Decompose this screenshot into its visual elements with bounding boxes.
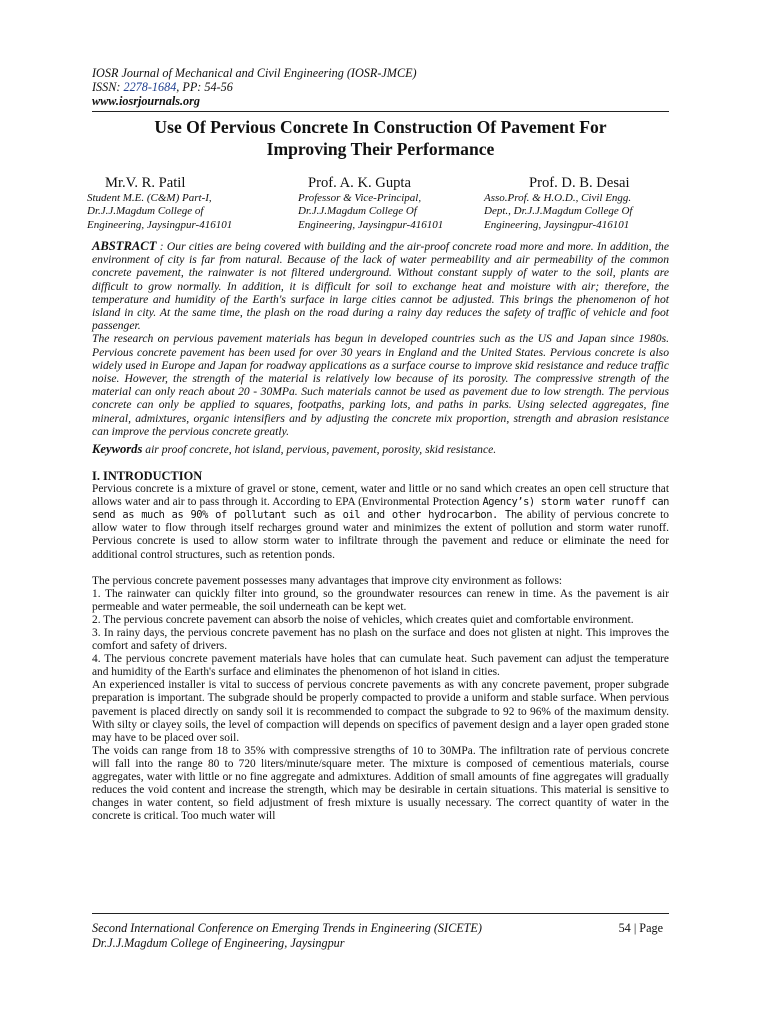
author-affiliation: Dr.J.J.Magdum College Of (298, 205, 417, 218)
paper-title-line-2: Improving Their Performance (266, 139, 495, 159)
footer-college: Dr.J.J.Magdum College of Engineering, Jaysingpur (92, 936, 345, 950)
intro-paragraph-voids: The voids can range from 18 to 35% with compressive strengths of 10 to 30MPa. The infiltration rate of pervious concrete will fall into the range 80 to 720 liters/minute/square meter. The mixture is composed of cementious materials, course aggregates, water with little or no fine aggregate and admixtures. Addition of small amounts of fine aggregates will gradually reduces the void content and increase the strength, which may be desirable in certain situations. This material is sensitive to changes in water content, so field adjustment of fresh mixture is usually necessary. The correct quantity of water in the concrete is critical. Too much water will (92, 744, 669, 823)
advantage-item-3: 3. In rainy days, the pervious concrete pavement has no plash on the surface and does not glisten at night. This improves the comfort and safety of drivers. (92, 626, 669, 653)
advantage-item-1: 1. The rainwater can quickly filter into ground, so the groundwater resources can renew in time. As the pavement is air permeable and water permeable, the soil underneath can be kept wet. (92, 587, 669, 613)
author-affiliation: Asso.Prof. & H.O.D., Civil Engg. (484, 192, 632, 204)
advantage-item-2: 2. The pervious concrete pavement can absorb the noise of vehicles, which creates quiet and comfortable environment. (92, 613, 634, 626)
keywords-line (92, 442, 669, 457)
author-name: Prof. D. B. Desai (529, 175, 630, 191)
author-3 (484, 174, 674, 232)
issn-number: 2278-1684 (123, 80, 177, 94)
keywords-heading: Keywords (92, 442, 143, 457)
paper-title (92, 116, 669, 160)
author-block (87, 174, 669, 236)
advantage-item-4: 4. The pervious concrete pavement materials have holes that can cumulate heat. Such pavement can adjust the temperature and humidity of the Earth's surface and eliminates the phenomenon of hot island in cities. (92, 653, 669, 679)
abstract-text: : Our cities are being covered with building and the air-proof concrete road more and more. In addition, the environment of city is far from natural. Because of the lack of water permeability and air permeability of the common concrete pavement, the rainwater is not filtered underground. Without constant supply of water to the soil, plants are difficult to grow normally. In addition, it is difficult for soil to exchange heat and moisture with air; therefore, the temperature and humidity of the Earth's surface in large cities cannot be adjusted. This brings the phenomenon of hot island in city. At the same time, the plash on the road during a rainy day reduces the safety of traffic of vehicle and foot passenger. (92, 240, 669, 333)
journal-header (92, 66, 669, 108)
journal-url[interactable]: www.iosrjournals.org (92, 94, 200, 108)
paper-title-line-1: Use Of Pervious Concrete In Construction Of Pavement For (154, 117, 607, 137)
author-name: Prof. A. K. Gupta (308, 175, 411, 191)
abstract-section (92, 240, 669, 438)
author-1 (87, 174, 257, 232)
author-affiliation: Dr.J.J.Magdum College of (87, 205, 204, 218)
keywords-text: air proof concrete, hot island, pervious, pavement, porosity, skid resistance. (142, 443, 497, 457)
author-name: Mr.V. R. Patil (105, 175, 186, 191)
section-heading-introduction: I. INTRODUCTION (92, 469, 203, 484)
author-2 (298, 174, 468, 232)
paper-page (87, 66, 669, 823)
intro-paragraph-installer: An experienced installer is vital to success of pervious concrete pavements as with any concrete pavement, proper subgrade preparation is important. The subgrade should be properly compacted to provide a uniform and stable surface. When pervious pavement is placed directly on sandy soil it is recommended to compact the subgrade to 92 to 96% of the maximum density. With silty or clayey soils, the level of compaction will depends on specifics of pavement design and a layer open graded stone may have to be placed over soil. (92, 679, 669, 744)
intro-text: Pervious concrete is a mixture of gravel or stone, cement, water and little or no sand which creates an open cell structure that allows water and air to pass through it. According to EPA (Environmental Protection (92, 483, 669, 509)
author-affiliation: Engineering, Jaysingpur-416101 (484, 218, 630, 231)
intro-text-epa: Agency’s) storm water runoff can send as much as 90% of pollutant such as oil and other hydrocarbon. The (92, 496, 669, 522)
abstract-paragraph-2: The research on pervious pavement materials has begun in developed countries such as the US and Japan since 1980s. Pervious concrete pavement has been used for over 30 years in England and the United States. Pervious concrete is also widely used in Europe and Japan for roadway applications as a surface course to improve skid resistance and reduce traffic noise. However, the strength of the material is relatively low because of its porosity. The compressive strength of the material can only reach about 20 - 30MPa. Such materials cannot be used as pavement due to low strength. The pervious concrete can only be applied to squares, footpaths, parking lots, and paths in parks. Using selected aggregates, fine mineral, admixtures, organic intensifiers and by adjusting the concrete mix proportion, strength and abrasion resistance can improve the pervious concrete greatly. (92, 332, 669, 438)
abstract-heading: ABSTRACT (92, 239, 157, 253)
footer-divider (92, 913, 669, 914)
intro-paragraph-1 (92, 483, 669, 562)
journal-title: IOSR Journal of Mechanical and Civil Engineering (IOSR-JMCE) (92, 66, 417, 80)
page-footer (92, 921, 669, 951)
author-affiliation: Dept., Dr.J.J.Magdum College Of (484, 205, 633, 218)
journal-issn (92, 80, 669, 94)
header-divider (92, 111, 669, 112)
author-affiliation: Engineering, Jaysingpur-416101 (87, 218, 233, 231)
abstract-paragraph-1 (92, 240, 669, 332)
intro-text: ability of pervious concrete to allow water to flow through itself recharges ground water and minimizes the extent of pollution and storm water runoff. Pervious concrete is used to allow storm water to infiltrate through the pavement and reduce or eliminate the need for additional control structures, such as retention ponds. (92, 509, 669, 561)
footer-conference: Second International Conference on Emerging Trends in Engineering (SICETE) (92, 921, 482, 935)
page-range: , PP: 54-56 (176, 80, 233, 94)
page-number: 54 | Page (618, 921, 663, 935)
issn-label: ISSN: (92, 80, 124, 94)
author-affiliation: Professor & Vice-Principal, (298, 192, 422, 204)
author-affiliation: Student M.E. (C&M) Part-I, (87, 192, 212, 204)
author-affiliation: Engineering, Jaysingpur-416101 (298, 218, 444, 231)
intro-paragraph-2: The pervious concrete pavement possesses many advantages that improve city environment as follows: (92, 574, 563, 587)
